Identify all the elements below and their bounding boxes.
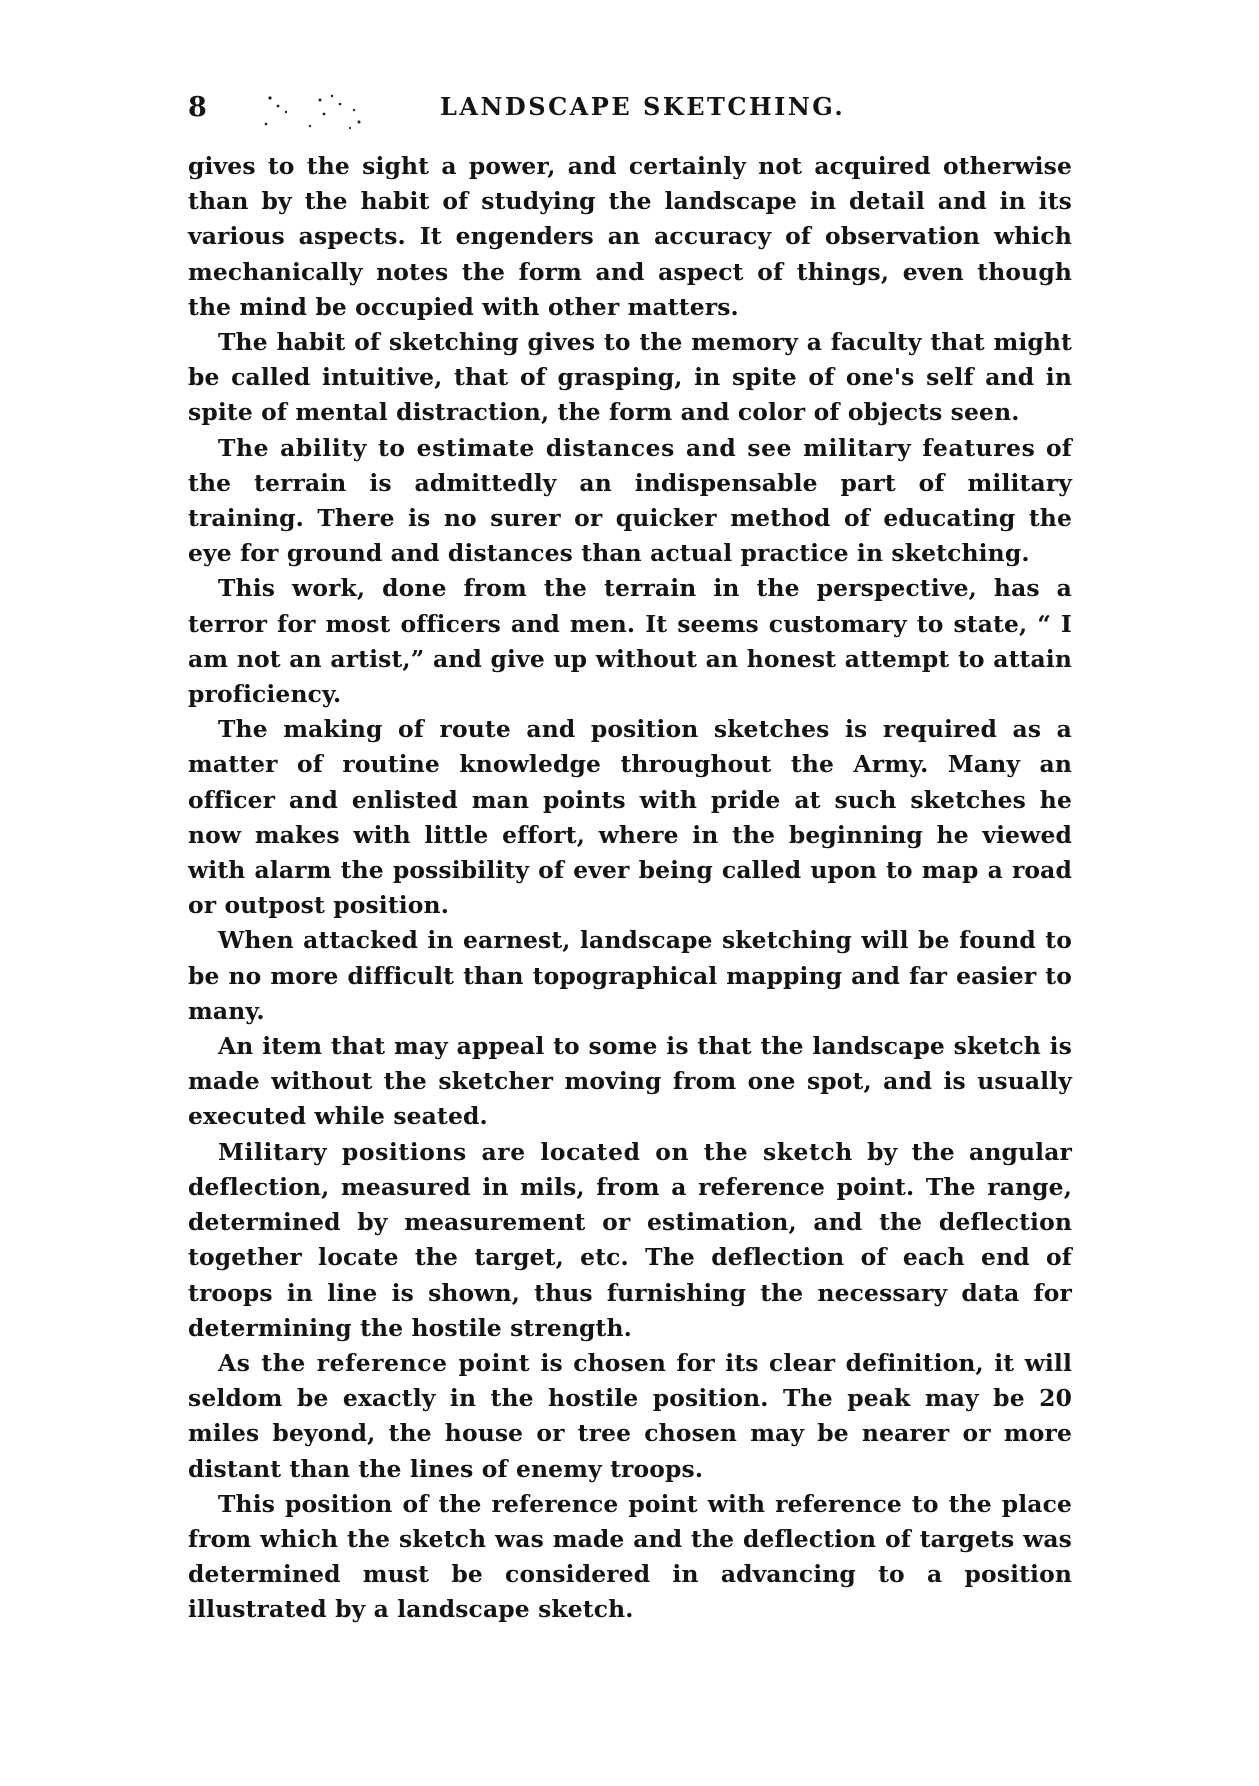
paragraph: As the reference point is chosen for its clear definition, it will seldom be exactly in the hostile position. The peak may be 20 miles beyond, the house or tree chosen may be nearer or more distant than the lines of enemy troops. [188,1348,1073,1483]
running-head: LANDSCAPE SKETCHING. [440,92,846,121]
paragraph-lead: The ability to estimate distances and see military features [218,433,1036,462]
page-header [188,92,1068,132]
paragraph: When attacked in earnest, landscape sketching will be found to be no more difficult than topographical mapping and far easier to many. [188,926,1072,1025]
paragraph: An item that may appeal to some is that the landscape sketch is made without the sketcher moving from one spot, and is usually executed while seated. [188,1032,1072,1131]
paragraph: Military positions are located on the sketch by the angular deflection, measured in mils, from a reference point. The range, determined by measurement or estimation, and the deflection together locate the target, etc. The deflection of each end of troops in line is shown, thus furnishing the necessary data for determining the hostile strength. [188,1137,1072,1342]
paragraph: This work, done from the terrain in the perspective, has a terror for most officers and men. It seems customary to state, “ I am not an artist,” and give up without an honest attempt to attain proficiency. [188,574,1072,709]
print-specks [258,92,378,132]
paragraph-lead: As the reference point [218,1348,531,1377]
paragraph-lead: Military positions are located on the sketch [218,1137,853,1166]
paragraph: The ability to estimate distances and see military features of the terrain is admittedly an indispensable part of military training. There is no surer or quicker method of educating the eye for ground and distances than actual practice in sketching. [188,433,1073,568]
paragraph: gives to the sight a power, and certainly not acquired otherwise than by the habit of studying the landscape in detail and in its various aspects. It engenders an accuracy of observation which mechanically notes the form and aspect of things, even though the mind be occupied with other matters. [188,152,1072,321]
paragraph: The habit of sketching gives to the memory a faculty that might be called intuitive, that of grasping, in spite of one's self and in spite of mental distraction, the form and color of objects seen. [188,328,1072,427]
paragraph: The making of route and position sketches is required as a matter of routine knowledge throughout the Army. Many an officer and enlisted man points with pride at such sketches he now makes with little effort, where in the beginning he viewed with alarm the possibility of ever being called upon to map a road or outpost position. [188,715,1072,920]
body-text [188,149,1072,1628]
page-number: 8 [188,92,208,123]
paragraph: This position of the reference point with reference to the place from which the sketch was made and the deflection of targets was determined must be considered in advancing to a position illustrated by a landscape sketch. [188,1489,1072,1624]
